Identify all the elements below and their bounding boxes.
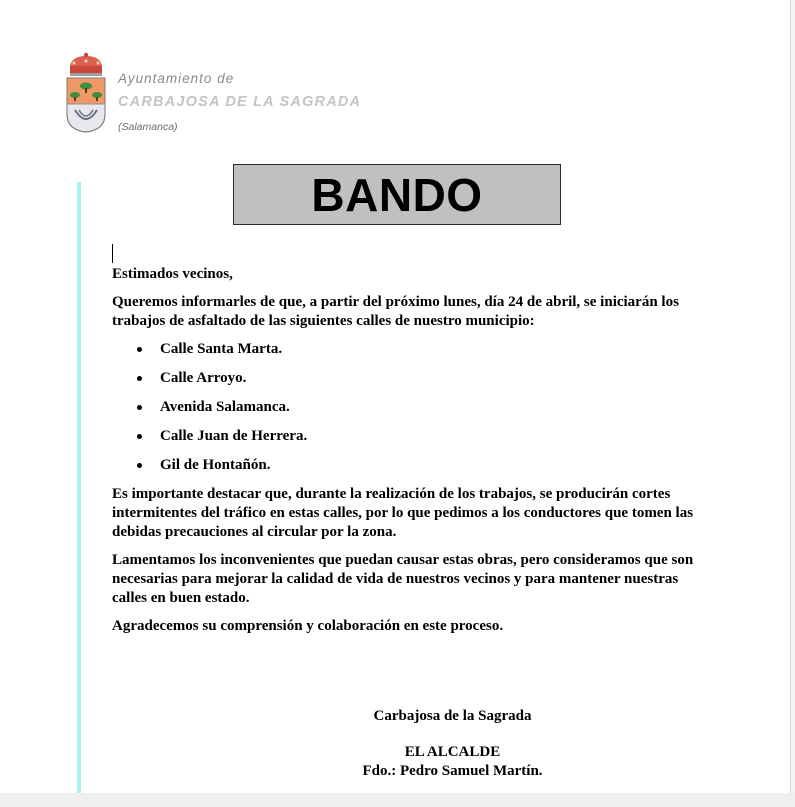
title-box <box>233 164 561 225</box>
text-cursor[interactable] <box>112 244 113 263</box>
apology-paragraph: Lamentamos los inconvenientes que puedan causar estas obras, pero consideramos que son necesarias para mejorar la calidad de vida de nuestros vecinos y para mantener nuestras calles en buen estado. <box>112 552 694 606</box>
page-border <box>790 0 791 793</box>
document-title: BANDO <box>311 168 483 221</box>
signature-name: Fdo.: Pedro Samuel Martín. <box>362 763 543 779</box>
street-name: Avenida Salamanca. <box>160 399 290 415</box>
signature-place: Carbajosa de la Sagrada <box>373 708 532 724</box>
bullet-icon <box>137 463 142 468</box>
list-item <box>112 456 712 485</box>
intro-paragraph: Queremos informarles de que, a partir del próximo lunes, día 24 de abril, se iniciarán los trabajos de asfaltado de las siguientes calles de nuestro municipio: <box>112 294 679 329</box>
list-item <box>112 398 712 427</box>
street-name: Gil de Hontañón. <box>160 457 271 473</box>
document-body[interactable] <box>112 265 712 645</box>
left-margin-bar <box>77 182 81 793</box>
signature-role: EL ALCALDE <box>404 744 501 760</box>
street-name: Calle Santa Marta. <box>160 341 283 357</box>
bullet-icon <box>137 347 142 352</box>
list-item <box>112 340 712 369</box>
bullet-icon <box>137 405 142 410</box>
street-name: Calle Arroyo. <box>160 370 247 386</box>
greeting: Estimados vecinos, <box>112 266 233 282</box>
page-gap <box>0 793 795 807</box>
bullet-icon <box>137 376 142 381</box>
list-item <box>112 369 712 398</box>
street-list <box>112 340 712 485</box>
org-province: (Salamanca) <box>118 121 178 133</box>
street-name: Calle Juan de Herrera. <box>160 428 308 444</box>
thanks-paragraph: Agradecemos su comprensión y colaboración en este proceso. <box>112 618 504 634</box>
municipal-crest-icon <box>64 52 108 134</box>
org-label: Ayuntamiento de <box>118 71 235 86</box>
notice-paragraph: Es importante destacar que, durante la realización de los trabajos, se producirán cortes intermitentes del tráfico en estas calles, por lo que pedimos a los conductores que tomen las debidas precauciones al circular por la zona. <box>112 486 694 540</box>
list-item <box>112 427 712 456</box>
bullet-icon <box>137 434 142 439</box>
window-edge <box>791 0 795 807</box>
org-name: CARBAJOSA DE LA SAGRADA <box>118 94 362 110</box>
